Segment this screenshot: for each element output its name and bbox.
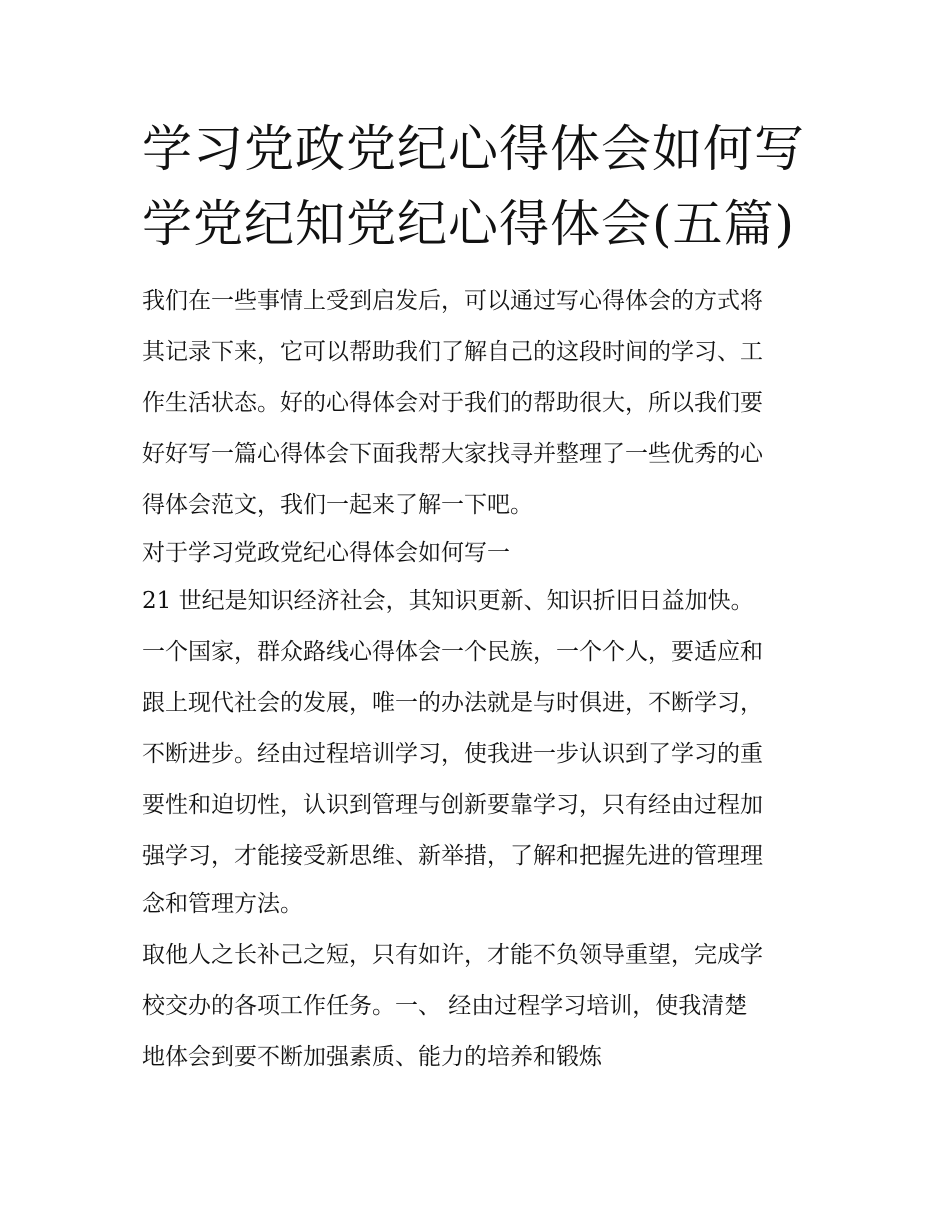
document-title xyxy=(142,112,822,262)
body-line: 不断进步。经由过程培训学习，使我进一步认识到了学习的重 xyxy=(142,741,763,767)
body-line: 地体会到要不断加强素质、能力的培养和锻炼 xyxy=(142,1044,602,1070)
body-line: 校交办的各项工作任务。一、 经由过程学习培训，使我清楚 xyxy=(142,993,748,1019)
body-line: 21 世纪是知识经济社会，其知识更新、知识折旧日益加快。 xyxy=(142,588,754,614)
body-line: 念和管理方法。 xyxy=(142,891,303,917)
body-line: 得体会范文，我们一起来了解一下吧。 xyxy=(142,492,533,518)
body-line: 好好写一篇心得体会下面我帮大家找寻并整理了一些优秀的心 xyxy=(142,441,763,467)
body-line: 作生活状态。好的心得体会对于我们的帮助很大，所以我们要 xyxy=(142,390,763,416)
title-line-2: 学党纪知党纪心得体会(五篇) xyxy=(142,195,796,253)
document-body xyxy=(142,276,822,1083)
section-heading: 对于学习党政党纪心得体会如何写一 xyxy=(142,540,510,566)
body-line: 一个国家，群众路线心得体会一个民族，一个个人，要适应和 xyxy=(142,639,763,665)
body-line: 取他人之长补己之短，只有如许，才能不负领导重望，完成学 xyxy=(142,942,763,968)
body-line: 跟上现代社会的发展，唯一的办法就是与时俱进，不断学习， xyxy=(142,690,763,716)
body-line: 强学习，才能接受新思维、新举措，了解和把握先进的管理理 xyxy=(142,843,763,869)
body-line: 我们在一些事情上受到启发后，可以通过写心得体会的方式将 xyxy=(142,288,763,314)
body-line: 要性和迫切性，认识到管理与创新要靠学习，只有经由过程加 xyxy=(142,792,763,818)
body-line: 其记录下来，它可以帮助我们了解自己的这段时间的学习、工 xyxy=(142,339,763,365)
title-line-1: 学习党政党纪心得体会如何写 xyxy=(142,120,805,178)
